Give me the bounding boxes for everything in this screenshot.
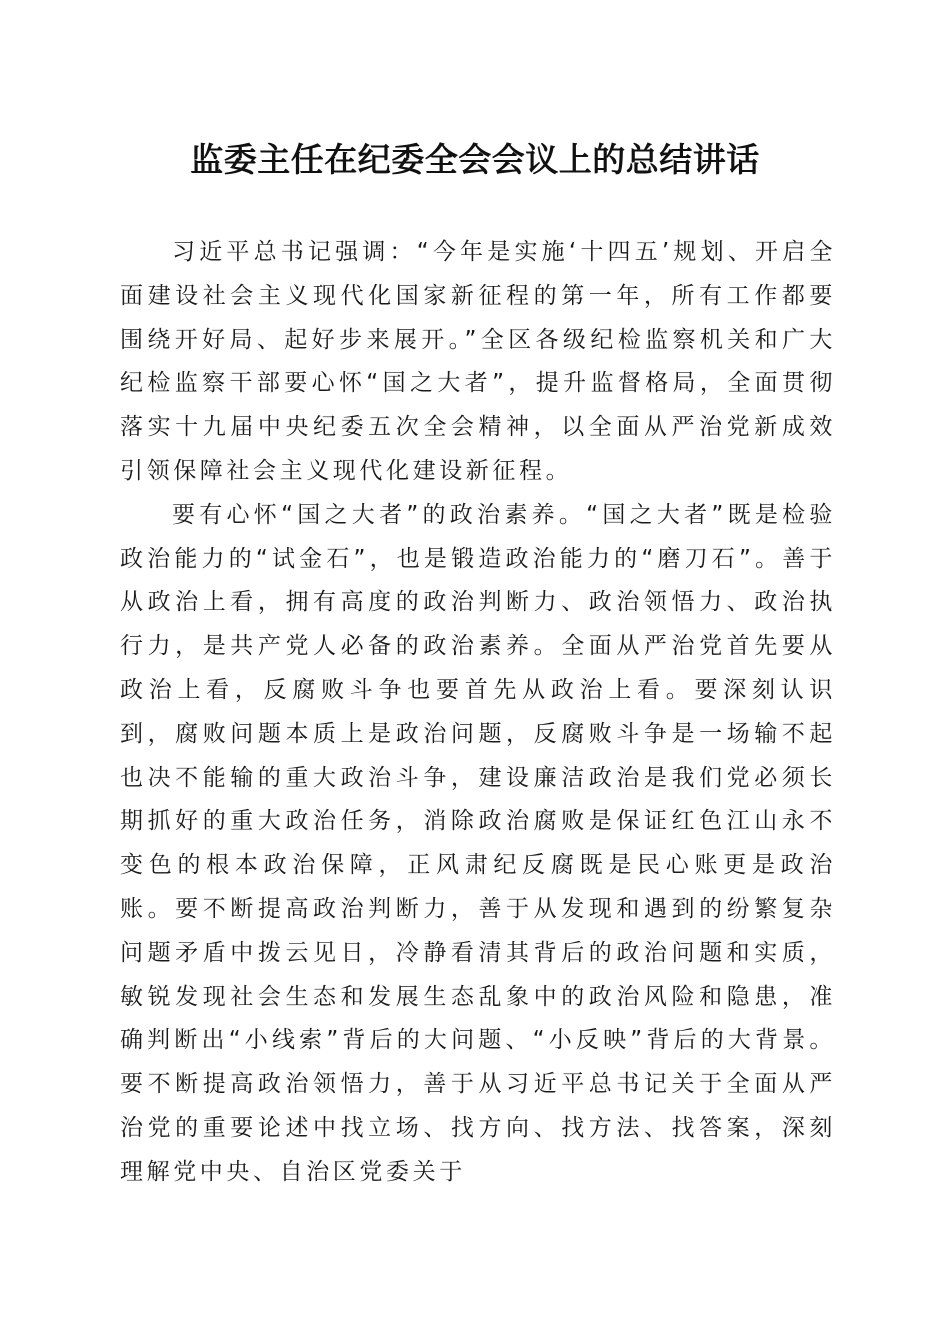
paragraph-2: 要有心怀“国之大者”的政治素养。“国之大者”既是检验政治能力的“试金石”，也是锻造政治能力的“磨刀石”。善于从政治上看，拥有高度的政治判断力、政治领悟力、政治执行力，是共产党人必备的政治素养。全面从严治党首先要从政治上看，反腐败斗争也要首先从政治上看。要深刻认识到，腐败问题本质上是政治问题，反腐败斗争是一场输不起也决不能输的重大政治斗争，建设廉洁政治是我们党必须长期抓好的重大政治任务，消除政治腐败是保证红色江山永不变色的根本政治保障，正风肃纪反腐既是民心账更是政治账。要不断提高政治判断力，善于从发现和遇到的纷繁复杂问题矛盾中拨云见日，冷静看清其背后的政治问题和实质，敏锐发现社会生态和发展生态乱象中的政治风险和隐患，准确判断出“小线索”背后的大问题、“小反映”背后的大背景。要不断提高政治领悟力，善于从习近平总书记关于全面从严治党的重要论述中找立场、找方向、找方法、找答案，深刻理解党中央、自治区党委关于 (120, 501, 836, 1185)
paragraph-1: 习近平总书记强调：“今年是实施‘十四五’规划、开启全面建设社会主义现代化国家新征程的第一年，所有工作都要围绕开好局、起好步来展开。”全区各级纪检监察机关和广大纪检监察干部要心怀“国之大者”，提升监督格局，全面贯彻落实十九届中央纪委五次全会精神，以全面从严治党新成效引领保障社会主义现代化建设新征程。 (120, 239, 836, 484)
document-body (120, 231, 836, 1195)
document-title: 监委主任在纪委全会会议上的总结讲话 (190, 140, 760, 179)
